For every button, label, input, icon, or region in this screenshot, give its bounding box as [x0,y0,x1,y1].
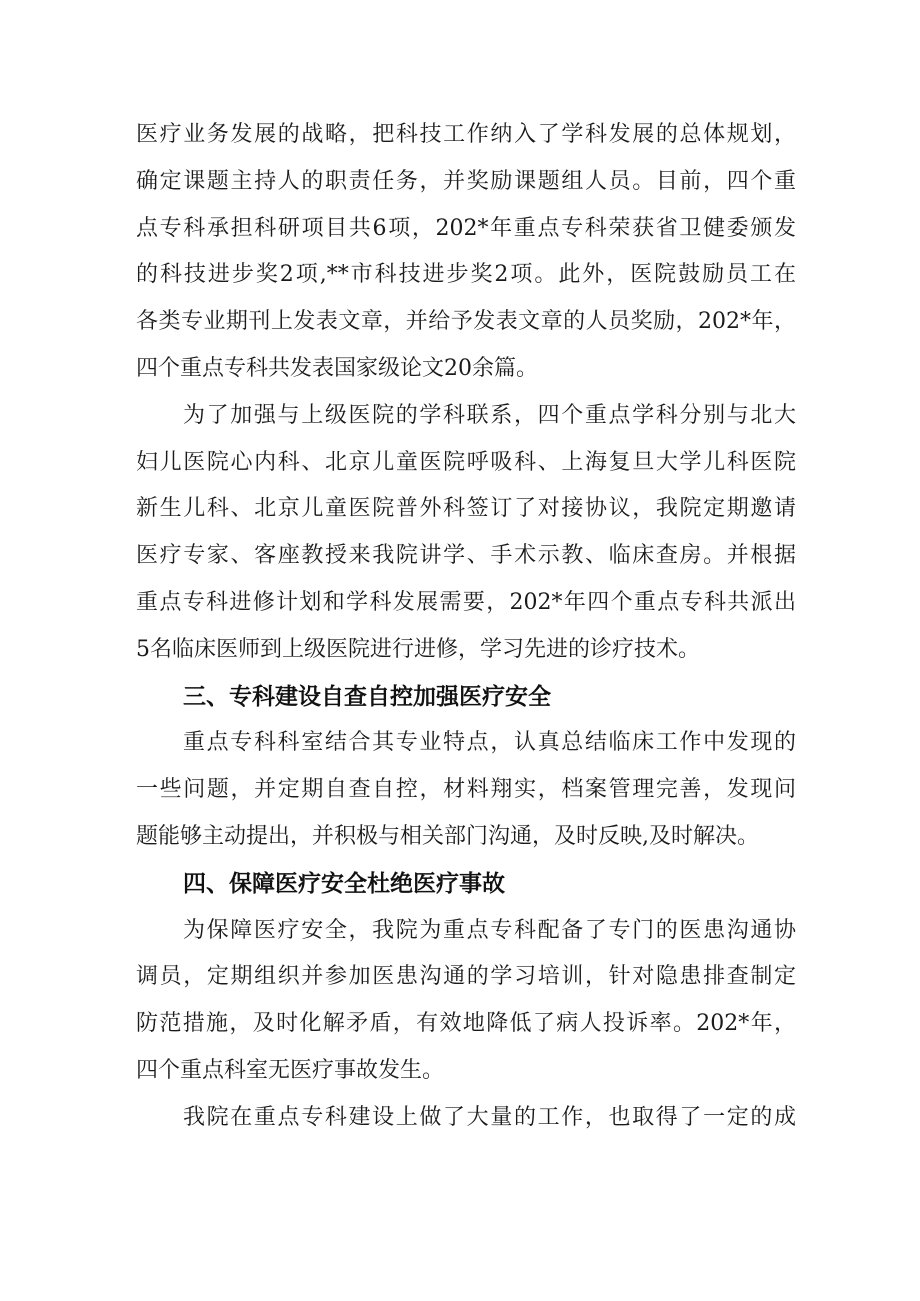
text-line: 妇儿医院心内科、北京儿童医院呼吸科、上海复旦大学儿科医院 [136,449,796,475]
text-line: 医疗专家、客座教授来我院讲学、手术示教、临床查房。并根据 [136,543,796,569]
text-line: 我院在重点专科建设上做了大量的工作，也取得了一定的成 [183,1104,796,1130]
paragraph-hospital-cooperation [136,393,796,674]
text-line: 题能够主动提出，并积极与相关部门沟通，及时反映,及时解决。 [136,823,759,849]
text-line: 点专科承担科研项目共6项，202*年重点专科荣获省卫健委颁发 [136,215,796,241]
text-line: 为保障医疗安全，我院为重点专科配备了专门的医患沟通协 [183,917,796,943]
section-heading-4: 四、保障医疗安全杜绝医疗事故 [183,870,505,897]
paragraph-medical-safety [136,908,796,1095]
text-line: 新生儿科、北京儿童医院普外科签订了对接协议，我院定期邀请 [136,496,796,522]
text-line: 的科技进步奖2项,**市科技进步奖2项。此外，医院鼓励员工在 [136,262,796,288]
paragraph-summary [136,1095,796,1142]
text-line: 医疗业务发展的战略，把科技工作纳入了学科发展的总体规划， [136,122,796,147]
text-line: 重点专科进修计划和学科发展需要，202*年四个重点专科共派出 [136,589,796,615]
text-line: 为了加强与上级医院的学科联系，四个重点学科分别与北大 [183,402,796,428]
document-body [136,112,796,1142]
text-line: 四个重点科室无医疗事故发生。 [136,1057,445,1083]
text-line: 四个重点专科共发表国家级论文20余篇。 [136,355,538,381]
text-line: 一些问题，并定期自查自控，材料翔实，档案管理完善，发现问 [136,777,796,803]
text-line: 确定课题主持人的职责任务，并奖励课题组人员。目前，四个重 [136,168,796,194]
text-line: 防范措施，及时化解矛盾，有效地降低了病人投诉率。202*年， [136,1011,796,1037]
paragraph-self-inspection [136,720,796,860]
text-line: 调员，定期组织并参加医患沟通的学习培训，针对隐患排查制定 [136,964,796,990]
text-line: 5名临床医师到上级医院进行进修，学习先进的诊疗技术。 [136,636,700,662]
text-line: 重点专科科室结合其专业特点，认真总结临床工作中发现的 [183,730,796,756]
section-heading-3: 三、专科建设自查自控加强医疗安全 [183,683,551,710]
text-line: 各类专业期刊上发表文章，并给予发表文章的人员奖励，202*年， [136,309,796,335]
paragraph-tech-research [136,112,796,393]
